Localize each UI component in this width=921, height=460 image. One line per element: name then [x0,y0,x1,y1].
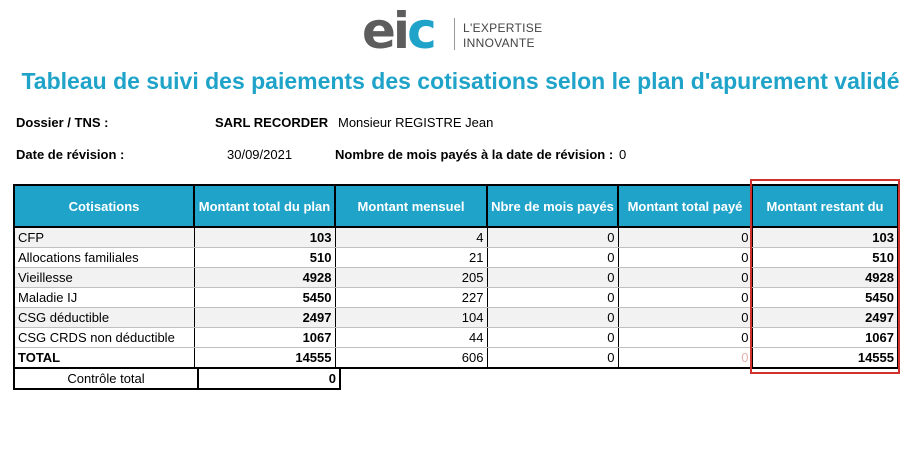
table-row [14,288,898,308]
table-header-row [14,185,898,227]
cell-total-paid: 0 [618,288,752,308]
cell-total-plan: 1067 [194,328,335,348]
page-title: Tableau de suivi des paiements des cotisations selon le plan d'apurement validé [21,68,900,94]
cell-months-paid: 0 [487,308,618,328]
cell-total-plan: 510 [194,248,335,268]
eic-logo [362,2,552,60]
cell-monthly: 4 [335,227,487,248]
table-row [14,368,340,389]
cell-label: Maladie IJ [14,288,194,308]
months-paid-value: 0 [619,147,627,162]
cell-remaining: 1067 [752,328,898,348]
cell-remaining: 14555 [752,348,898,369]
col-header: Montant total du plan [194,185,335,227]
dossier-company: SARL RECORDER [215,115,329,130]
cell-months-paid: 0 [487,248,618,268]
table-total-row [14,348,898,369]
cell-monthly: 104 [335,308,487,328]
table-row [14,227,898,248]
cell-total-paid: 0 [618,328,752,348]
cell-label: TOTAL [14,348,194,369]
cell-label: CSG CRDS non déductible [14,328,194,348]
cell-total-paid: 0 [618,268,752,288]
cell-remaining: 5450 [752,288,898,308]
cell-total-paid: 0 [618,248,752,268]
cell-total-plan: 2497 [194,308,335,328]
cell-total-paid: 0 [618,348,752,369]
cell-monthly: 227 [335,288,487,308]
logo-tagline-2: INNOVANTE [463,36,535,50]
cell-monthly: 205 [335,268,487,288]
cell-monthly: 44 [335,328,487,348]
dossier-person: Monsieur REGISTRE Jean [338,115,494,130]
cell-remaining: 4928 [752,268,898,288]
cell-months-paid: 0 [487,328,618,348]
col-header: Montant mensuel [335,185,487,227]
cell-label: CFP [14,227,194,248]
cell-remaining: 103 [752,227,898,248]
logo-separator [454,18,455,50]
table-row [14,308,898,328]
logo-tagline-1: L'EXPERTISE [463,21,543,35]
table-row [14,248,898,268]
cell-label: Vieillesse [14,268,194,288]
dossier-label: Dossier / TNS : [16,115,109,130]
cell-months-paid: 0 [487,268,618,288]
cell-remaining: 2497 [752,308,898,328]
cell-remaining: 510 [752,248,898,268]
logo-wordmark: eic [362,2,434,60]
table-row [14,268,898,288]
cell-total-plan: 103 [194,227,335,248]
controle-label: Contrôle total [14,368,198,389]
col-header: Nbre de mois payés [487,185,618,227]
cell-label: Allocations familiales [14,248,194,268]
cell-monthly: 606 [335,348,487,369]
col-header: Cotisations [14,185,194,227]
cell-total-paid: 0 [618,227,752,248]
revision-label: Date de révision : [16,147,125,162]
cell-monthly: 21 [335,248,487,268]
payments-table [13,184,899,369]
months-paid-label: Nombre de mois payés à la date de révision : [335,147,614,162]
cell-total-paid: 0 [618,308,752,328]
col-header: Montant restant du [752,185,898,227]
controle-total-table [13,367,341,390]
cell-months-paid: 0 [487,227,618,248]
cell-total-plan: 4928 [194,268,335,288]
table-row [14,328,898,348]
cell-months-paid: 0 [487,348,618,369]
cell-label: CSG déductible [14,308,194,328]
revision-date: 30/09/2021 [227,147,293,162]
cell-total-plan: 14555 [194,348,335,369]
col-header: Montant total payé [618,185,752,227]
cell-total-plan: 5450 [194,288,335,308]
cell-months-paid: 0 [487,288,618,308]
controle-value: 0 [198,368,340,389]
